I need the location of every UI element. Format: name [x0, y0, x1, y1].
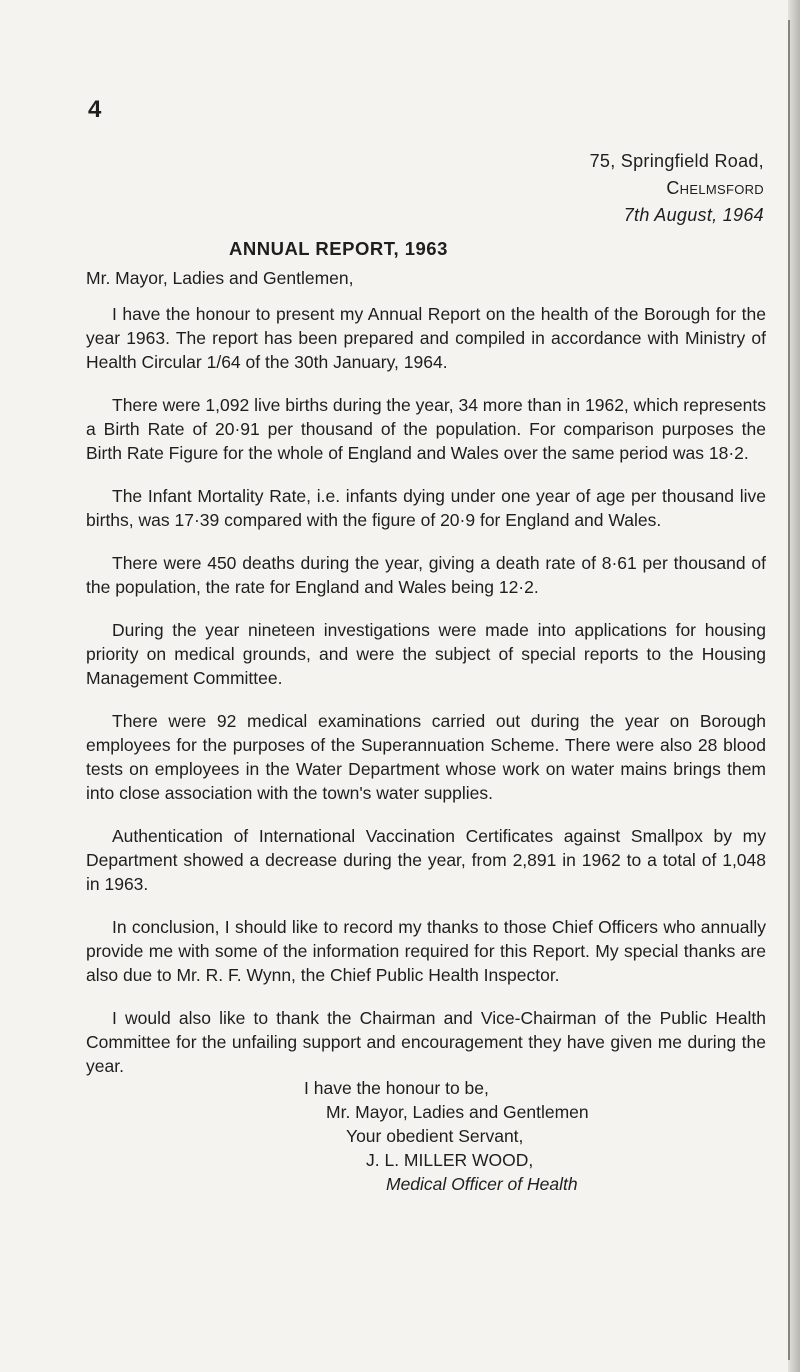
signoff-line-3: Your obedient Servant, [346, 1126, 524, 1146]
paragraph-infant-mortality: The Infant Mortality Rate, i.e. infants dying under one year of age per thousand live births, was 17·39 compared with the figure of 20·9 for England and Wales. [86, 486, 766, 530]
paragraph-thanks: In conclusion, I should like to record my thanks to those Chief Officers who annually provide me with some of the information required for this Report. My special thanks are also due to Mr. R. F. Wynn, the Chief Public Health Inspector. [86, 917, 766, 985]
signatory-name: J. L. MILLER WOOD, [366, 1150, 534, 1170]
letter-body [86, 266, 766, 1097]
paragraph-vaccination: Authentication of International Vaccination Certificates against Smallpox by my Department showed a decrease during the year, from 2,891 in 1962 to a total of 1,048 in 1963. [86, 826, 766, 894]
binding-line [788, 20, 790, 1360]
report-title: ANNUAL REPORT, 1963 [229, 238, 448, 259]
address-street: 75, Springfield Road, [589, 151, 764, 171]
signoff-line-2: Mr. Mayor, Ladies and Gentlemen [326, 1102, 589, 1122]
paragraph-committee-thanks: I would also like to thank the Chairman and Vice-Chairman of the Public Health Committee for the unfailing support and encouragement they have given me during the year. [86, 1008, 766, 1076]
paragraph-deaths: There were 450 deaths during the year, giving a death rate of 8·61 per thousand of the population, the rate for England and Wales being 12·2. [86, 553, 766, 597]
paragraph-housing: During the year nineteen investigations were made into applications for housing priority on medical grounds, and were the subject of special reports to the Housing Management Committee. [86, 620, 766, 688]
paragraph-births: There were 1,092 live births during the year, 34 more than in 1962, which represents a Birth Rate of 20·91 per thousand of the population. For comparison purposes the Birth Rate Figure for the whole of England and Wales over the same period was 18·2. [86, 395, 766, 463]
signatory-position: Medical Officer of Health [386, 1174, 578, 1194]
signoff-block [304, 1076, 589, 1196]
letter-date: 7th August, 1964 [623, 205, 764, 225]
page-number: 4 [88, 96, 102, 123]
address-block [590, 148, 764, 229]
salutation: Mr. Mayor, Ladies and Gentlemen, [86, 268, 354, 288]
address-town: Chelmsford [666, 178, 764, 198]
paragraph-introduction: I have the honour to present my Annual Report on the health of the Borough for the year 1963. The report has been prepared and compiled in accordance with Ministry of Health Circular 1/64 of the 30th January, 1964. [86, 304, 766, 372]
paragraph-medical-examinations: There were 92 medical examinations carried out during the year on Borough employees for the purposes of the Superannuation Scheme. There were also 28 blood tests on employees in the Water Department whose work on water mains brings them into close association with the town's water supplies. [86, 711, 766, 803]
signoff-line-1: I have the honour to be, [304, 1078, 489, 1098]
